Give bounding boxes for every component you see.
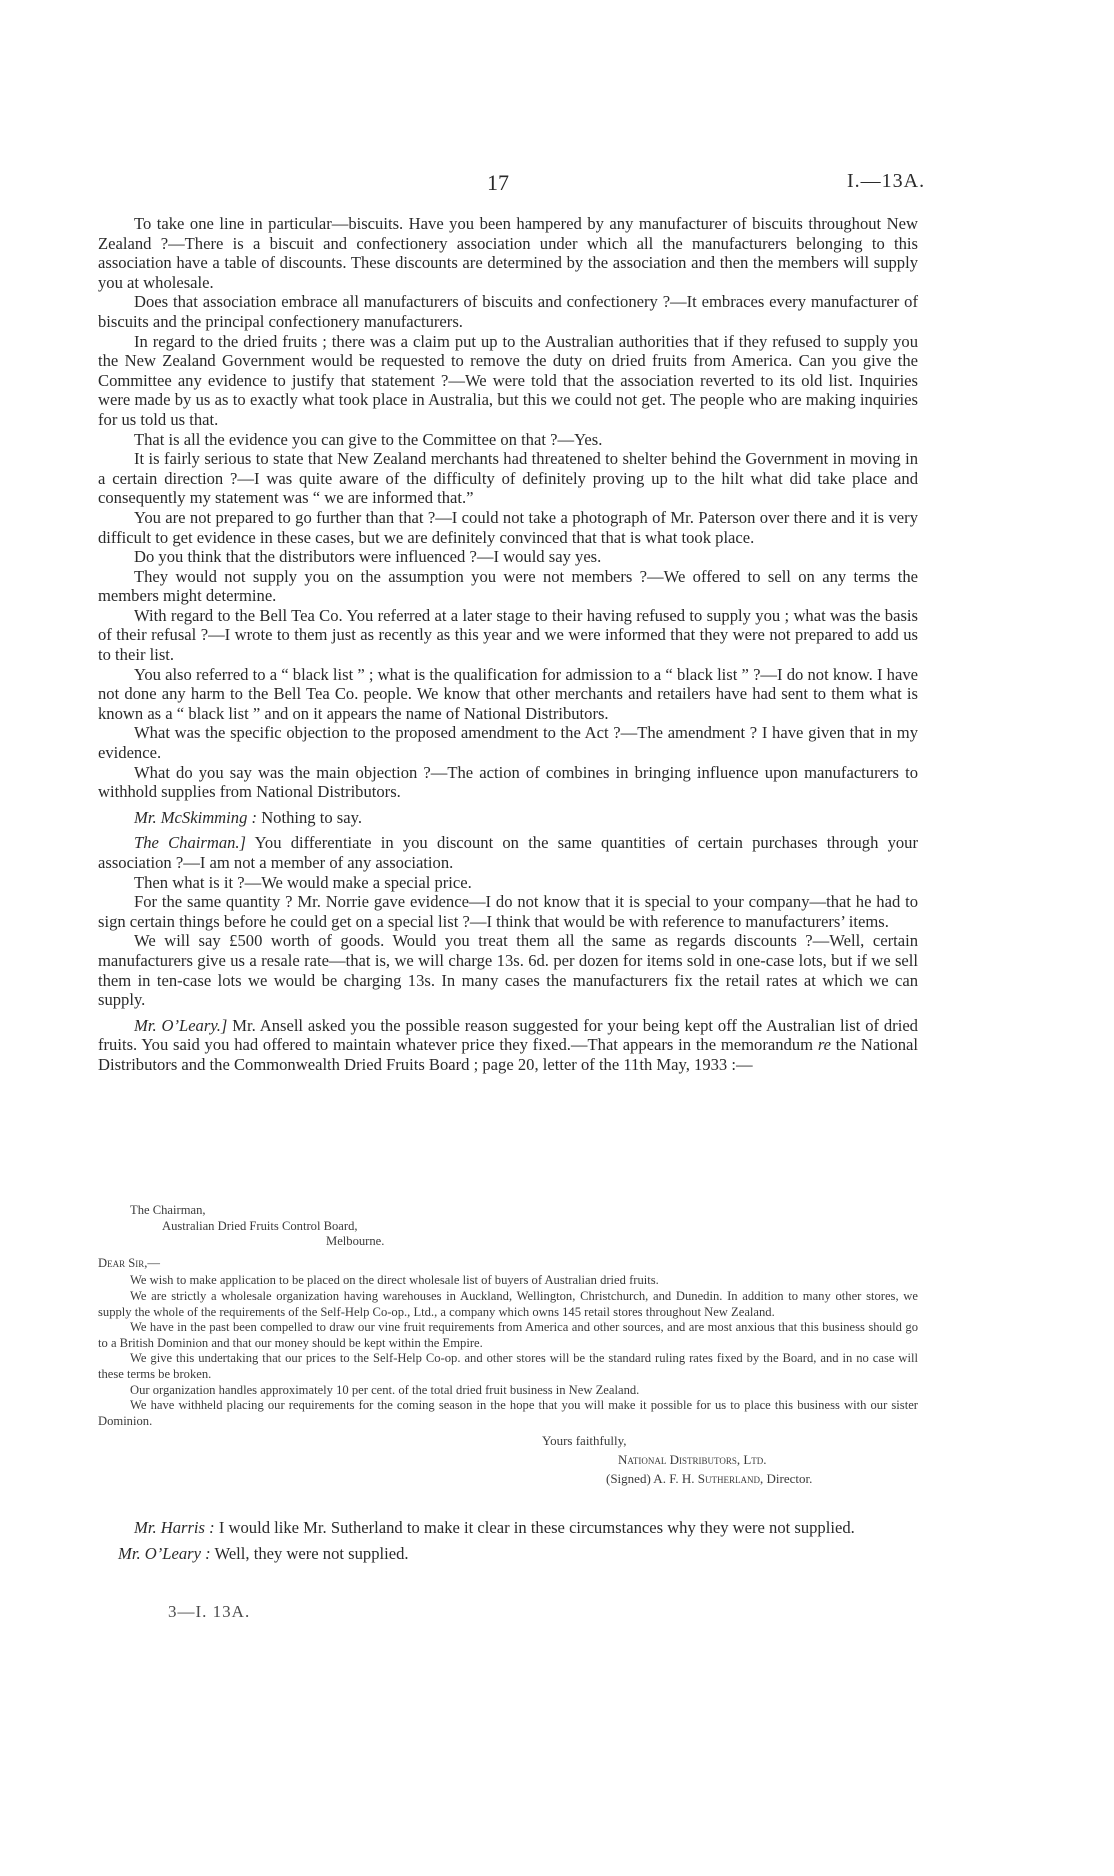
paragraph: With regard to the Bell Tea Co. You referred at a later stage to their having refused to supply you ; what was the basis of their refusal ?—I wrote to them just as recently as this year and we were informed that they were not prepared to add us to their list. bbox=[98, 605, 918, 665]
speaker-paragraph-oleary bbox=[98, 1543, 918, 1565]
paragraph: What was the specific objection to the proposed amendment to the Act ?—The amendment ? I have given that in my evidence. bbox=[98, 723, 918, 763]
letter-paragraph: We are strictly a wholesale organization having warehouses in Auckland, Wellington, Christchurch, and Dunedin. In addition to many other stores, we supply the whole of the requirements of the Self-Help Co-op., Ltd., a company which owns 145 retail stores throughout New Zealand. bbox=[98, 1288, 918, 1319]
speaker-text: Well, they were not supplied. bbox=[210, 1544, 409, 1563]
paragraph: Do you think that the distributors were influenced ?—I would say yes. bbox=[134, 547, 602, 567]
speaker-name: Mr. McSkimming : bbox=[134, 807, 258, 827]
paragraph: It is fairly serious to state that New Zealand merchants had threatened to shelter behind the Government in moving in a certain direction ?—I was quite aware of the difficulty of definitely proving up to the hilt what did take place and consequently my statement was “ we are informed that.” bbox=[98, 449, 918, 508]
paragraph: We will say £500 worth of goods. Would you treat them all the same as regards discounts ?—Well, certain manufacturers give us a resale rate—that is, we will charge 13s. 6d. per dozen for items sold in one-case lots, but if we sell them in ten-case lots we would be charging 13s. In many cases the manufacturers fix the retail rates at which we can supply. bbox=[98, 931, 918, 1010]
speaker-name: Mr. O’Leary.] bbox=[134, 1015, 228, 1035]
speaker-text: the National Distributors and the Commonwealth Dried Fruits Board ; page 20, letter of the 11th May, 1933 :— bbox=[98, 1035, 918, 1074]
speaker-text: Nothing to say. bbox=[257, 807, 362, 827]
speaker-text: You differentiate in you discount on the same quantities of certain purchases through your association ?—I am not a member of any association. bbox=[98, 833, 918, 872]
page-header bbox=[0, 170, 1114, 200]
letter-paragraph: We give this undertaking that our prices to the Self-Help Co-op. and other stores will be the standard ruling rates fixed by the Board, and in no case will these terms be broken. bbox=[98, 1351, 918, 1381]
signature-name: Sutherland bbox=[697, 1470, 761, 1486]
signature-mark: 3—I. 13A. bbox=[168, 1602, 251, 1621]
letter-company: National Distributors, Ltd. bbox=[618, 1451, 767, 1467]
speaker-text: Mr. Ansell asked you the possible reason suggested for your being kept off the Australian list of dried fruits. You said you had offered to maintain whatever price they fixed.—That appears in the memorandum bbox=[98, 1015, 918, 1055]
letter-paragraph: We wish to make application to be placed on the direct wholesale list of buyers of Australian dried fruits. bbox=[130, 1273, 659, 1288]
signature-suffix: , Director. bbox=[760, 1470, 813, 1486]
speaker-name: Mr. O’Leary : bbox=[118, 1544, 211, 1563]
paragraph: Does that association embrace all manufacturers of biscuits and confectionery ?—It embraces every manufacturer of biscuits and the principal confectionery manufacturers. bbox=[98, 292, 918, 331]
letter-city: Melbourne. bbox=[326, 1234, 385, 1249]
speaker-name: The Chairman.] bbox=[134, 833, 247, 853]
evidence-body bbox=[98, 214, 918, 1075]
speaker-paragraph-mcskimming bbox=[98, 808, 918, 828]
paragraph: Then what is it ?—We would make a special price. bbox=[134, 872, 472, 892]
closing-exchange bbox=[98, 1517, 918, 1565]
paragraph: For the same quantity ? Mr. Norrie gave evidence—I do not know that it is special to your company—that he had to sign certain things before he could get on a special list ?—I think that would be with reference to manufacturers’ items. bbox=[98, 892, 918, 931]
letter-paragraph: Our organization handles approximately 10 per cent. of the total dried fruit business in New Zealand. bbox=[130, 1382, 640, 1397]
speaker-text: I would like Mr. Sutherland to make it clear in these circumstances why they were not supplied. bbox=[214, 1518, 855, 1537]
paragraph: To take one line in particular—biscuits. Have you been hampered by any manufacturer of biscuits throughout New Zealand ?—There is a biscuit and confectionery association under which all the manufacturers belonging to this association have a table of discounts. These discounts are determined by the association and then the members will supply you at wholesale. bbox=[98, 214, 918, 292]
signature-prefix: (Signed) A. F. H. bbox=[606, 1470, 698, 1486]
paper-reference: I.—13A. bbox=[847, 170, 926, 192]
paragraph: You are not prepared to go further than that ?—I could not take a photograph of Mr. Paterson over there and it is very difficult to get evidence in these cases, but we are definitely convinced that that is what took place. bbox=[98, 507, 918, 547]
paragraph: They would not supply you on the assumption you were not members ?—We offered to sell on any terms the members might determine. bbox=[98, 566, 918, 606]
paragraph: What do you say was the main objection ?—The action of combines in bringing influence upon manufacturers to withhold supplies from National Distributors. bbox=[98, 762, 918, 802]
paragraph: That is all the evidence you can give to the Committee on that ?—Yes. bbox=[134, 429, 603, 449]
letter-signature bbox=[606, 1471, 918, 1487]
page-number: 17 bbox=[487, 170, 509, 195]
letter-paragraph: We have in the past been compelled to draw our vine fruit requirements from America and other sources, and are most anxious that this business should go to a British Dominion and that our money should be kept within the Empire. bbox=[98, 1320, 918, 1350]
speaker-paragraph-oleary bbox=[98, 1016, 918, 1075]
letter-addressee: The Chairman, bbox=[130, 1203, 206, 1217]
quoted-letter bbox=[98, 1203, 918, 1486]
latin-re: re bbox=[817, 1035, 832, 1055]
letter-salutation: Dear Sir,— bbox=[98, 1255, 160, 1270]
letter-paragraph: We have withheld placing our requirements for the coming season in the hope that you will make it possible for us to place this business with our sister Dominion. bbox=[98, 1398, 918, 1428]
speaker-paragraph-chairman bbox=[98, 833, 918, 872]
speaker-name: Mr. Harris : bbox=[134, 1518, 215, 1537]
speaker-paragraph-harris bbox=[98, 1517, 918, 1539]
paragraph: In regard to the dried fruits ; there was a claim put up to the Australian authorities that if they refused to supply you the New Zealand Government would be requested to remove the duty on dried fruits from America. Can you give the Committee any evidence to justify that statement ?—We were told that the association reverted to its old list. Inquiries were made by us as to exactly what took place in Australia, but this we could not get. The people who are making inquiries for us told us that. bbox=[98, 331, 918, 429]
letter-closing: Yours faithfully, bbox=[542, 1433, 627, 1449]
letter-board: Australian Dried Fruits Control Board, bbox=[162, 1218, 358, 1233]
paragraph: You also referred to a “ black list ” ; what is the qualification for admission to a “ black list ” ?—I do not know. I have not done any harm to the Bell Tea Co. people. We know that other merchants and retailers have had sent to them what is known as a “ black list ” and on it appears the name of National Distributors. bbox=[98, 664, 918, 723]
